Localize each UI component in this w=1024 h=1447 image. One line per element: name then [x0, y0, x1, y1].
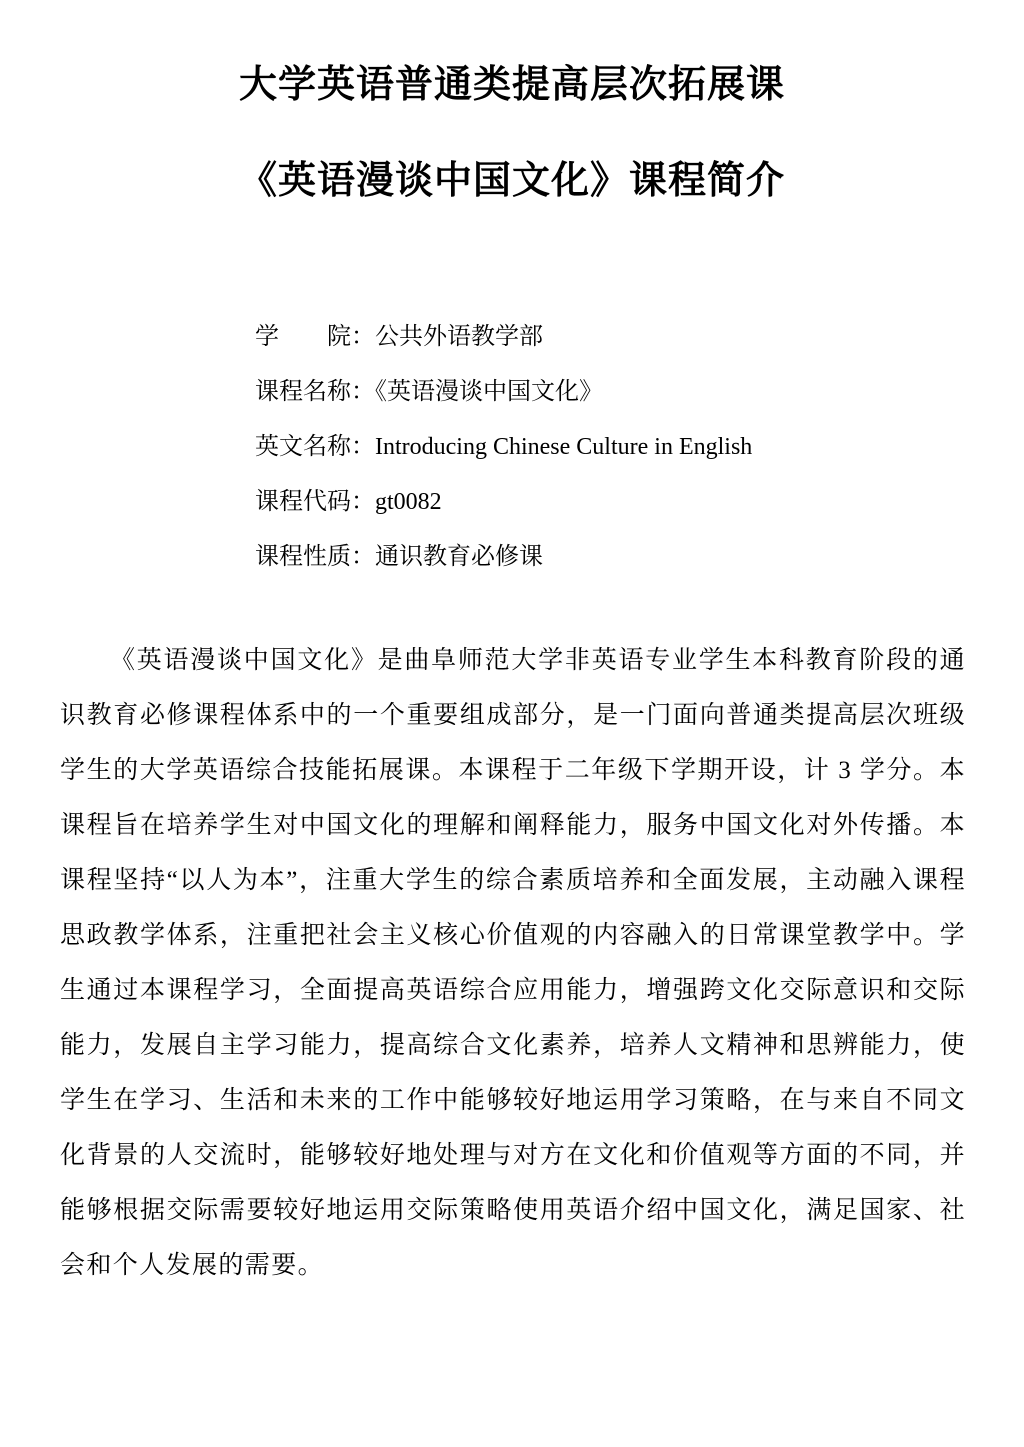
- info-colon: ：: [351, 378, 375, 405]
- info-label-course-code: 课程代码: [255, 488, 351, 515]
- info-label-college: 学 院: [255, 323, 351, 350]
- course-description-paragraph: 《英语漫谈中国文化》是曲阜师范大学非英语专业学生本科教育阶段的通识教育必修课程体系中的一个重要组成部分，是一门面向普通类提高层次班级学生的大学英语综合技能拓展课。本课程于二年级下学期开设，计 3 学分。本课程旨在培养学生对中国文化的理解和阐释能力，服务中国文化对外传播。本课程坚持“以人为本”，注重大学生的综合素质培养和全面发展，主动融入课程思政教学体系，注重把社会主义核心价值观的内容融入的日常课堂教学中。学生通过本课程学习，全面提高英语综合应用能力，增强跨文化交际意识和交际能力，发展自主学习能力，提高综合文化素养，培养人文精神和思辨能力，使学生在学习、生活和未来的工作中能够较好地运用学习策略，在与来自不同文化背景的人交流时，能够较好地处理与对方在文化和价值观等方面的不同，并能够根据交际需要较好地运用交际策略使用英语介绍中国文化，满足国家、社会和个人发展的需要。: [60, 646, 966, 1279]
- course-description-section: [60, 633, 966, 1293]
- doc-title-line1: 大学英语普通类提高层次拓展课: [238, 64, 785, 106]
- info-label-course-name: 课程名称: [255, 378, 351, 405]
- info-row-course-code: [255, 475, 1024, 530]
- title-block: [0, 0, 1024, 202]
- doc-title-line2: 《英语漫谈中国文化》课程简介: [238, 159, 785, 202]
- info-value-course-name: 《英语漫谈中国文化》: [375, 378, 603, 405]
- info-value-course-code: gt0082: [375, 488, 442, 515]
- info-colon: ：: [351, 433, 375, 460]
- info-row-english-name: [255, 420, 1024, 475]
- info-label-english-name: 英文名称: [255, 433, 351, 460]
- info-label-course-type: 课程性质: [255, 543, 351, 570]
- info-colon: ：: [351, 543, 375, 570]
- info-value-english-name: Introducing Chinese Culture in English: [375, 433, 753, 460]
- info-row-course-type: [255, 530, 1024, 585]
- info-colon: ：: [351, 323, 375, 350]
- info-colon: ：: [351, 488, 375, 515]
- info-row-course-name: [255, 365, 1024, 420]
- info-value-college: 公共外语教学部: [375, 323, 543, 350]
- info-value-course-type: 通识教育必修课: [375, 543, 543, 570]
- course-info-block: [0, 310, 1024, 585]
- info-row-college: [255, 310, 1024, 365]
